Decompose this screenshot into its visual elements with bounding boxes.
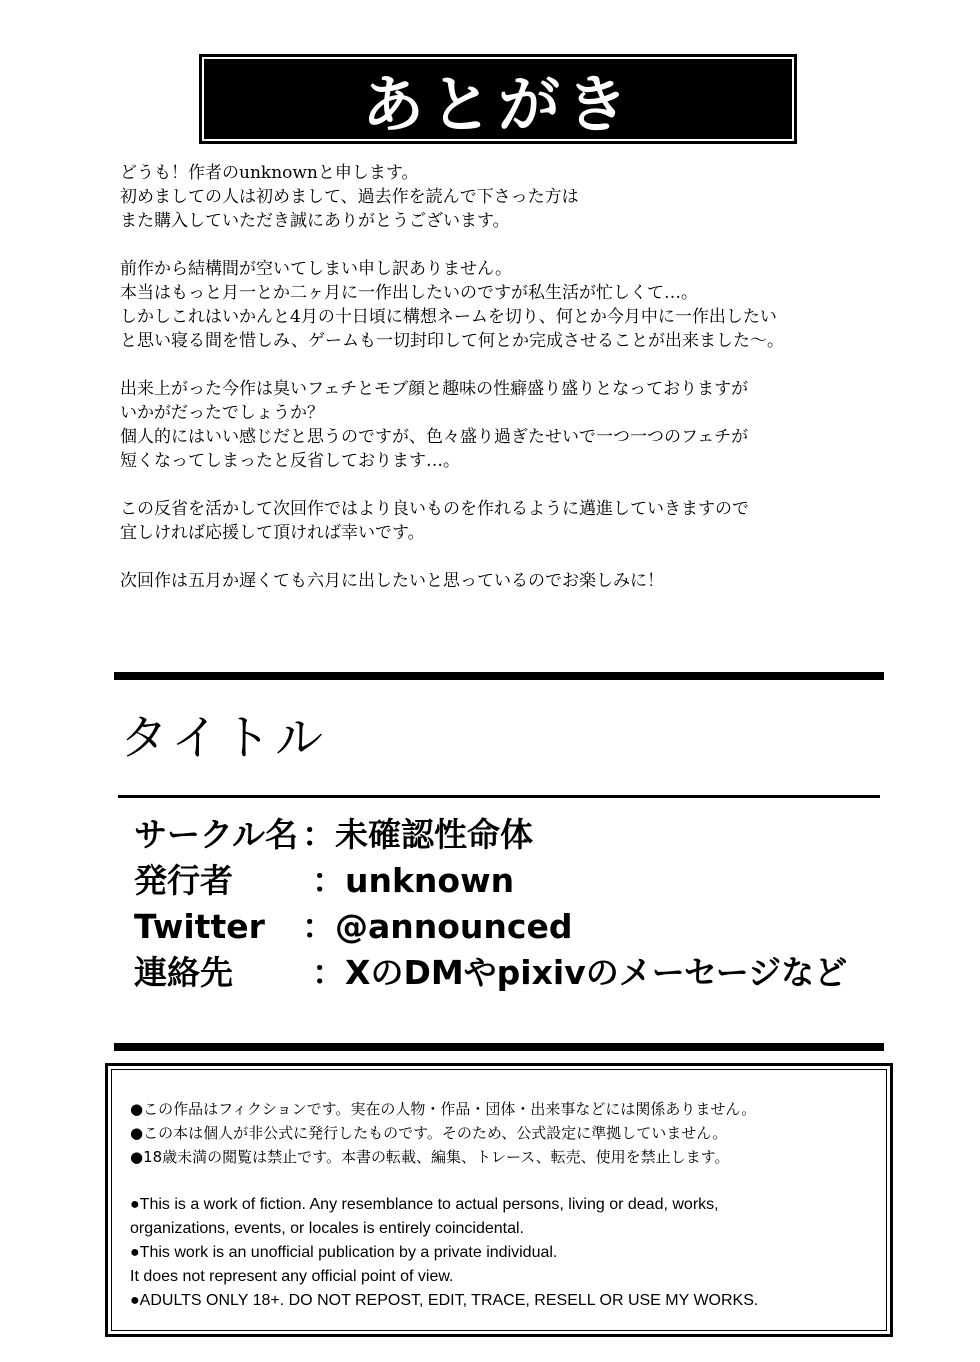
afterword-line: 次回作は五月か遅くても六月に出したいと思っているのでお楽しみに！ [120, 571, 664, 591]
notice-japanese [130, 1097, 886, 1169]
afterword-line: 個人的にはいい感じだと思うのですが、色々盛り過ぎたせいで一つ一つのフェチが [120, 427, 749, 447]
title-underline [118, 795, 880, 798]
afterword-line: しかしこれはいかんと4月の十日頃に構想ネームを切り、何とか今月中に一作出したい [120, 307, 777, 327]
afterword-line: 前作から結構間が空いてしまい申し訳ありません。 [120, 259, 513, 279]
heading-box [199, 54, 797, 144]
notice-line: organizations, events, or locales is entirely coincidental. [130, 1220, 524, 1237]
contact-value: ：XのDMやpixivのメーセージなど [312, 953, 848, 992]
contact-label: 連絡先 [134, 953, 233, 992]
afterword-line: 本当はもっと月一とか二ヶ月に一作出したいのですが私生活が忙しくて…。 [120, 283, 698, 303]
divider-bottom [114, 1043, 884, 1051]
afterword-line: また購入していただき誠にありがとうございます。 [120, 211, 510, 231]
notice-line: ●This is a work of fiction. Any resemblance to actual persons, living or dead, works, [130, 1196, 719, 1213]
afterword-line: と思い寝る間を惜しみ、ゲームも一切封印して何とか完成させることが出来ました～。 [120, 331, 785, 351]
afterword-line: 宜しければ応援して頂ければ幸いです。 [120, 523, 425, 543]
twitter-value: ：@announced [302, 907, 573, 946]
work-title: タイトル [120, 710, 328, 766]
afterword-line: 短くなってしまったと反省しております…。 [120, 451, 460, 471]
publisher-label: 発行者 [134, 861, 233, 900]
publisher-value: ：unknown [312, 861, 515, 900]
notice-line: It does not represent any official point of view. [130, 1268, 454, 1285]
notice-line: ●This work is an unofficial publication by a private individual. [130, 1244, 558, 1261]
afterword-paragraph [120, 377, 890, 473]
notice-line: ●ADULTS ONLY 18+. DO NOT REPOST, EDIT, TRACE, RESELL OR USE MY WORKS. [130, 1292, 759, 1309]
notice-line: ●この本は個人が非公式に発行したものです。そのため、公式設定に準拠していません。 [130, 1124, 728, 1142]
notice-box [105, 1063, 893, 1337]
afterword-line: 出来上がった今作は臭いフェチとモブ顔と趣味の性癖盛り盛りとなっておりますが [120, 379, 749, 399]
afterword-line: この反省を活かして次回作ではより良いものを作れるように邁進していきますので [120, 499, 749, 519]
afterword-paragraph [120, 161, 890, 233]
notice-inner [111, 1069, 887, 1331]
divider-top [114, 672, 884, 680]
afterword-line: どうも！作者のunknownと申します。 [120, 163, 419, 183]
afterword-paragraph [120, 497, 890, 545]
heading: あとがき [204, 59, 792, 139]
notice-english [130, 1193, 886, 1313]
notice-line: ●18歳未満の閲覧は禁止です。本書の転載、編集、トレース、転売、使用を禁止します。 [130, 1148, 730, 1166]
circle-value: ：未確認性命体 [302, 815, 533, 854]
circle-label: サークル名 [134, 815, 299, 854]
afterword-paragraph [120, 257, 890, 353]
afterword-line: 初めましての人は初めまして、過去作を読んで下さった方は [120, 187, 579, 207]
notice-line: ●この作品はフィクションです。実在の人物・作品・団体・出来事などには関係ありません。 [130, 1100, 757, 1118]
afterword [120, 161, 890, 617]
afterword-line: いかがだったでしょうか？ [120, 403, 324, 423]
twitter-label: Twitter [134, 907, 265, 946]
afterword-paragraph [120, 569, 890, 593]
